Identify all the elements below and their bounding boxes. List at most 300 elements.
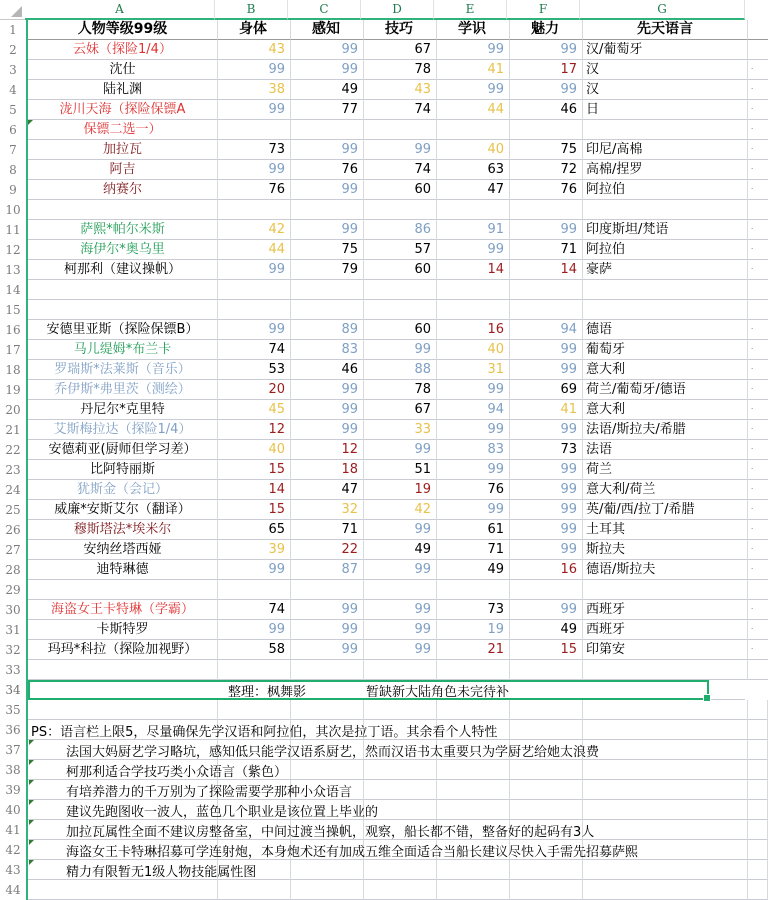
cell[interactable] (748, 720, 768, 740)
cell-h[interactable] (748, 300, 768, 320)
column-title-cell-e[interactable]: 学识 (437, 20, 510, 40)
cell-stat[interactable]: 73 (437, 600, 510, 620)
cell-h[interactable] (748, 580, 768, 600)
cell-name[interactable]: 玛玛*科拉（探险加视野） (28, 640, 218, 660)
cell-h[interactable]: · (748, 360, 768, 380)
cell-stat[interactable]: 99 (510, 420, 583, 440)
row-header-16[interactable]: 16 (0, 320, 28, 340)
cell-stat[interactable]: 74 (218, 600, 291, 620)
cell-language[interactable]: 汉 (583, 60, 748, 80)
cell[interactable] (748, 880, 768, 900)
cell-stat[interactable]: 21 (437, 640, 510, 660)
cell-stat[interactable] (437, 200, 510, 220)
cell-stat[interactable]: 99 (364, 340, 437, 360)
cell-language[interactable]: 斯拉夫 (583, 540, 748, 560)
row-header-40[interactable]: 40 (0, 800, 28, 820)
cell-stat[interactable]: 74 (364, 160, 437, 180)
cell-stat[interactable] (510, 660, 583, 680)
cell-language[interactable] (583, 580, 748, 600)
cell-stat[interactable]: 99 (364, 600, 437, 620)
cell-name[interactable]: 安纳丝塔西娅 (28, 540, 218, 560)
cell-stat[interactable] (291, 200, 364, 220)
cell-name[interactable]: 陆礼渊 (28, 80, 218, 100)
row-header-44[interactable]: 44 (0, 880, 28, 900)
note-row[interactable] (0, 840, 745, 860)
cell-h[interactable]: · (748, 640, 768, 660)
cell-stat[interactable]: 47 (437, 180, 510, 200)
cell-h[interactable]: · (748, 120, 768, 140)
cell-stat[interactable]: 91 (437, 220, 510, 240)
cell-language[interactable]: 汉 (583, 80, 748, 100)
cell-stat[interactable]: 60 (364, 180, 437, 200)
column-header-d[interactable] (361, 0, 434, 20)
cell-name[interactable]: 云妹（探险1/4） (28, 40, 218, 60)
row-header-25[interactable]: 25 (0, 500, 28, 520)
cell-stat[interactable]: 99 (291, 420, 364, 440)
note-text[interactable]: 柯那利适合学技巧类小众语言（紫色） (66, 764, 288, 780)
cell-language[interactable]: 印度斯坦/梵语 (583, 220, 748, 240)
cell-stat[interactable]: 99 (291, 380, 364, 400)
cell-stat[interactable]: 99 (218, 260, 291, 280)
cell-stat[interactable]: 88 (364, 360, 437, 380)
cell-stat[interactable]: 99 (364, 520, 437, 540)
cell-stat[interactable]: 16 (510, 560, 583, 580)
cell-stat[interactable] (291, 300, 364, 320)
merged-credit-cell[interactable] (28, 680, 709, 700)
table-row[interactable] (0, 120, 754, 140)
cell-stat[interactable] (437, 300, 510, 320)
table-row[interactable] (0, 340, 754, 360)
cell-stat[interactable]: 99 (510, 520, 583, 540)
cell-stat[interactable]: 99 (291, 180, 364, 200)
column-header-a[interactable] (25, 0, 215, 20)
cell-stat[interactable]: 71 (510, 240, 583, 260)
cell-h[interactable]: · (748, 260, 768, 280)
cell-h[interactable]: · (748, 420, 768, 440)
row-header-41[interactable]: 41 (0, 820, 28, 840)
cell[interactable] (510, 760, 583, 780)
cell[interactable] (583, 740, 748, 760)
row-header-34[interactable]: 34 (0, 680, 28, 700)
cell-language[interactable]: 英/葡/西/拉丁/希腊 (583, 500, 748, 520)
cell-stat[interactable]: 60 (364, 320, 437, 340)
row-header-20[interactable]: 20 (0, 400, 28, 420)
cell-stat[interactable]: 74 (364, 100, 437, 120)
cell-stat[interactable]: 99 (364, 620, 437, 640)
cell-language[interactable]: 德语/斯拉夫 (583, 560, 748, 580)
cell-stat[interactable]: 99 (218, 100, 291, 120)
cell-stat[interactable] (510, 580, 583, 600)
table-row[interactable] (0, 140, 754, 160)
row-header-7[interactable]: 7 (0, 140, 28, 160)
cell-stat[interactable] (291, 120, 364, 140)
row-header-31[interactable]: 31 (0, 620, 28, 640)
cell[interactable] (364, 860, 437, 880)
cell-stat[interactable]: 39 (218, 540, 291, 560)
column-header-b[interactable] (215, 0, 288, 20)
cell-name[interactable] (28, 660, 218, 680)
note-row[interactable] (0, 800, 745, 820)
cell[interactable] (510, 860, 583, 880)
cell-stat[interactable]: 31 (437, 360, 510, 380)
cell-stat[interactable] (510, 280, 583, 300)
cell-h[interactable]: · (748, 220, 768, 240)
cell-stat[interactable]: 15 (510, 640, 583, 660)
cell-stat[interactable]: 77 (291, 100, 364, 120)
cell-h[interactable]: · (748, 320, 768, 340)
cell-language[interactable]: 法语 (583, 440, 748, 460)
cell[interactable] (437, 800, 510, 820)
cell-language[interactable]: 印尼/高棉 (583, 140, 748, 160)
cell-stat[interactable]: 94 (510, 320, 583, 340)
cell-h[interactable] (748, 200, 768, 220)
row-header-22[interactable]: 22 (0, 440, 28, 460)
cell-h[interactable]: · (748, 600, 768, 620)
cell-h[interactable]: · (748, 440, 768, 460)
cell-stat[interactable] (364, 580, 437, 600)
table-row[interactable] (0, 580, 745, 600)
row-header-23[interactable]: 23 (0, 460, 28, 480)
cell-stat[interactable]: 71 (437, 540, 510, 560)
cell-stat[interactable]: 99 (218, 60, 291, 80)
row-header-17[interactable]: 17 (0, 340, 28, 360)
cell-h[interactable]: · (748, 140, 768, 160)
row-header-37[interactable]: 37 (0, 740, 28, 760)
cell-stat[interactable]: 22 (291, 540, 364, 560)
cell-stat[interactable]: 12 (291, 440, 364, 460)
cell-stat[interactable]: 12 (218, 420, 291, 440)
cell-stat[interactable]: 17 (510, 60, 583, 80)
table-row[interactable] (0, 220, 754, 240)
cell-language[interactable]: 法语/斯拉夫/希腊 (583, 420, 748, 440)
cell-stat[interactable]: 99 (510, 540, 583, 560)
row-header-15[interactable]: 15 (0, 300, 28, 320)
table-row[interactable] (0, 660, 745, 680)
cell-stat[interactable]: 40 (218, 440, 291, 460)
table-row[interactable] (0, 440, 754, 460)
table-row[interactable] (0, 320, 754, 340)
cell-stat[interactable]: 49 (364, 540, 437, 560)
cell-stat[interactable]: 67 (364, 400, 437, 420)
cell-stat[interactable]: 99 (437, 500, 510, 520)
column-header-e[interactable] (434, 0, 507, 20)
table-row[interactable] (0, 60, 754, 80)
cell-language[interactable]: 印第安 (583, 640, 748, 660)
cell-stat[interactable]: 58 (218, 640, 291, 660)
row-header-10[interactable]: 10 (0, 200, 28, 220)
row-header-14[interactable]: 14 (0, 280, 28, 300)
note-text[interactable]: 有培养潜力的千万别为了探险需要学那种小众语言 (66, 784, 353, 800)
cell[interactable] (218, 880, 291, 900)
table-row[interactable] (0, 600, 754, 620)
cell-stat[interactable]: 45 (218, 400, 291, 420)
row-header-33[interactable]: 33 (0, 660, 28, 680)
row-header-42[interactable]: 42 (0, 840, 28, 860)
cell-stat[interactable] (364, 120, 437, 140)
cell[interactable] (748, 820, 768, 840)
cell-stat[interactable]: 65 (218, 520, 291, 540)
cell-name[interactable]: 犹斯金（会记） (28, 480, 218, 500)
row-header-12[interactable]: 12 (0, 240, 28, 260)
row-header-27[interactable]: 27 (0, 540, 28, 560)
cell-h[interactable]: · (748, 460, 768, 480)
table-row[interactable] (0, 700, 745, 720)
cell-stat[interactable] (364, 660, 437, 680)
row-header-2[interactable]: 2 (0, 40, 28, 60)
cell-stat[interactable] (437, 280, 510, 300)
cell-language[interactable]: 阿拉伯 (583, 180, 748, 200)
cell-stat[interactable]: 19 (364, 480, 437, 500)
cell-stat[interactable] (218, 280, 291, 300)
row-header-30[interactable]: 30 (0, 600, 28, 620)
cell-stat[interactable] (510, 120, 583, 140)
note-text[interactable] (28, 880, 31, 900)
cell-stat[interactable]: 41 (510, 400, 583, 420)
cell-stat[interactable]: 99 (510, 360, 583, 380)
cell[interactable] (510, 720, 583, 740)
cell-stat[interactable]: 99 (291, 640, 364, 660)
cell-language[interactable]: 意大利/荷兰 (583, 480, 748, 500)
cell[interactable] (364, 760, 437, 780)
table-row[interactable] (0, 240, 754, 260)
cell-stat[interactable]: 40 (437, 140, 510, 160)
cell-name[interactable] (28, 200, 218, 220)
cell-name[interactable]: 萨熙*帕尔米斯 (28, 220, 218, 240)
cell-stat[interactable]: 99 (510, 340, 583, 360)
cell-name[interactable]: 柯那利（建议操帆） (28, 260, 218, 280)
cell-h[interactable]: · (748, 560, 768, 580)
cell-stat[interactable]: 44 (437, 100, 510, 120)
row-header-8[interactable]: 8 (0, 160, 28, 180)
cell-language[interactable]: 葡萄牙 (583, 340, 748, 360)
note-row[interactable] (0, 780, 745, 800)
cell[interactable] (510, 880, 583, 900)
table-row[interactable] (0, 180, 754, 200)
cell-stat[interactable]: 99 (218, 320, 291, 340)
cell-stat[interactable]: 60 (364, 260, 437, 280)
cell-stat[interactable]: 18 (291, 460, 364, 480)
grid-body[interactable] (0, 20, 754, 900)
table-row[interactable] (0, 40, 745, 60)
column-title-cell-c[interactable]: 感知 (291, 20, 364, 40)
table-row[interactable] (0, 560, 754, 580)
cell-language[interactable]: 阿拉伯 (583, 240, 748, 260)
cell-language[interactable]: 高棉/捏罗 (583, 160, 748, 180)
cell-name[interactable]: 穆斯塔法*埃米尔 (28, 520, 218, 540)
column-header-g[interactable] (580, 0, 745, 20)
row-header-3[interactable]: 3 (0, 60, 28, 80)
cell-stat[interactable]: 14 (218, 480, 291, 500)
cell-name[interactable]: 保镖二选一） (28, 120, 218, 140)
cell-stat[interactable]: 33 (364, 420, 437, 440)
cell-stat[interactable] (364, 200, 437, 220)
cell-stat[interactable]: 76 (510, 180, 583, 200)
cell-stat[interactable]: 99 (510, 600, 583, 620)
column-title-cell-a[interactable]: 人物等级99级 (28, 20, 218, 40)
selected-note-row[interactable] (0, 680, 745, 700)
cell-stat[interactable]: 15 (218, 460, 291, 480)
cell-stat[interactable]: 49 (291, 80, 364, 100)
cell[interactable] (291, 860, 364, 880)
cell-stat[interactable]: 47 (291, 480, 364, 500)
table-row[interactable] (0, 620, 754, 640)
table-row[interactable] (0, 520, 754, 540)
cell-name[interactable]: 沈仕 (28, 60, 218, 80)
table-row[interactable] (0, 20, 745, 40)
cell-stat[interactable]: 67 (364, 40, 437, 60)
cell-language[interactable] (583, 300, 748, 320)
cell-stat[interactable]: 99 (291, 220, 364, 240)
cell-stat[interactable]: 99 (218, 620, 291, 640)
cell-name[interactable] (28, 280, 218, 300)
cell-stat[interactable] (510, 300, 583, 320)
cell-stat[interactable]: 49 (437, 560, 510, 580)
cell-stat[interactable]: 19 (437, 620, 510, 640)
cell[interactable] (510, 800, 583, 820)
table-row[interactable] (0, 400, 754, 420)
table-row[interactable] (0, 260, 754, 280)
table-row[interactable] (0, 80, 754, 100)
cell-stat[interactable] (218, 300, 291, 320)
cell-h[interactable]: · (748, 240, 768, 260)
cell-stat[interactable]: 57 (364, 240, 437, 260)
cell-h[interactable]: · (748, 520, 768, 540)
note-text[interactable]: 加拉瓦属性全面不建议房整备室，中间过渡当操帆，观察，船长都不错，整备好的起码有3人 (66, 824, 595, 840)
column-header-c[interactable] (288, 0, 361, 20)
cell-stat[interactable]: 99 (291, 40, 364, 60)
cell-stat[interactable] (437, 660, 510, 680)
cell[interactable] (583, 800, 748, 820)
cell-name[interactable]: 海盗女王卡特琳（学霸） (28, 600, 218, 620)
cell[interactable] (28, 880, 218, 900)
cell-stat[interactable]: 42 (218, 220, 291, 240)
note-text[interactable]: PS：语言栏上限5，尽量确保先学汉语和阿拉伯，其次是拉丁语。其余看个人特性 (31, 724, 498, 740)
cell-name[interactable]: 比阿特丽斯 (28, 460, 218, 480)
cell-stat[interactable]: 99 (218, 560, 291, 580)
row-header-9[interactable]: 9 (0, 180, 28, 200)
cell-stat[interactable]: 61 (437, 520, 510, 540)
cell-h[interactable]: · (748, 540, 768, 560)
cell-language[interactable]: 荷兰/葡萄牙/德语 (583, 380, 748, 400)
cell[interactable] (748, 860, 768, 880)
cell[interactable] (437, 880, 510, 900)
row-header-36[interactable]: 36 (0, 720, 28, 740)
row-header-35[interactable]: 35 (0, 700, 28, 720)
cell[interactable] (748, 760, 768, 780)
cell[interactable] (583, 720, 748, 740)
cell-name[interactable]: 罗瑞斯*法莱斯（音乐） (28, 360, 218, 380)
cell-name[interactable]: 泷川天海（探险保镖A (28, 100, 218, 120)
cell-stat[interactable] (218, 120, 291, 140)
table-row[interactable] (0, 380, 754, 400)
cell[interactable] (437, 700, 510, 720)
cell-stat[interactable] (218, 580, 291, 600)
cell-name[interactable]: 加拉瓦 (28, 140, 218, 160)
cell-language[interactable]: 德语 (583, 320, 748, 340)
cell-stat[interactable]: 99 (437, 80, 510, 100)
cell-stat[interactable]: 79 (291, 260, 364, 280)
cell-stat[interactable]: 99 (437, 240, 510, 260)
row-header-21[interactable]: 21 (0, 420, 28, 440)
cell-name[interactable]: 纳赛尔 (28, 180, 218, 200)
cell-name[interactable]: 安德里亚斯（探险保镖B） (28, 320, 218, 340)
cell-stat[interactable]: 94 (437, 400, 510, 420)
cell-stat[interactable]: 99 (510, 480, 583, 500)
cell-h[interactable]: · (748, 100, 768, 120)
cell-h[interactable]: · (748, 620, 768, 640)
cell-stat[interactable]: 49 (510, 620, 583, 640)
table-row[interactable] (0, 640, 754, 660)
cell[interactable] (583, 700, 748, 720)
table-row[interactable] (0, 100, 754, 120)
column-title-cell-g[interactable]: 先天语言 (583, 20, 748, 40)
cell-stat[interactable]: 42 (364, 500, 437, 520)
cell-stat[interactable]: 51 (364, 460, 437, 480)
cell-language[interactable]: 汉/葡萄牙 (583, 40, 748, 60)
cell-stat[interactable] (291, 660, 364, 680)
cell-stat[interactable]: 72 (510, 160, 583, 180)
cell[interactable] (437, 860, 510, 880)
cell-h[interactable] (748, 20, 768, 40)
cell-stat[interactable]: 43 (218, 40, 291, 60)
cell[interactable] (291, 760, 364, 780)
cell-stat[interactable]: 46 (291, 360, 364, 380)
cell[interactable] (364, 700, 437, 720)
cell-stat[interactable]: 63 (437, 160, 510, 180)
cell-stat[interactable]: 99 (364, 560, 437, 580)
row-header-39[interactable]: 39 (0, 780, 28, 800)
cell-stat[interactable]: 41 (437, 60, 510, 80)
table-row[interactable] (0, 300, 745, 320)
cell[interactable] (437, 760, 510, 780)
table-row[interactable] (0, 500, 754, 520)
column-title-cell-f[interactable]: 魅力 (510, 20, 583, 40)
cell-stat[interactable]: 99 (364, 640, 437, 660)
cell-language[interactable]: 荷兰 (583, 460, 748, 480)
column-title-cell-d[interactable]: 技巧 (364, 20, 437, 40)
cell-h[interactable]: · (748, 380, 768, 400)
cell-stat[interactable]: 69 (510, 380, 583, 400)
note-row[interactable] (0, 740, 745, 760)
cell-stat[interactable]: 83 (291, 340, 364, 360)
cell-language[interactable]: 西班牙 (583, 600, 748, 620)
cell-stat[interactable]: 20 (218, 380, 291, 400)
cell-stat[interactable]: 43 (364, 80, 437, 100)
table-row[interactable] (0, 480, 754, 500)
cell-h[interactable]: · (748, 400, 768, 420)
note-row[interactable] (0, 820, 745, 840)
cell-stat[interactable]: 99 (437, 40, 510, 60)
cell-stat[interactable]: 46 (510, 100, 583, 120)
cell-stat[interactable]: 87 (291, 560, 364, 580)
table-row[interactable] (0, 540, 754, 560)
cell-language[interactable] (583, 120, 748, 140)
cell[interactable] (291, 880, 364, 900)
cell-stat[interactable]: 73 (218, 140, 291, 160)
cell-stat[interactable]: 99 (291, 140, 364, 160)
cell-stat[interactable]: 76 (291, 160, 364, 180)
row-header-19[interactable]: 19 (0, 380, 28, 400)
column-title-cell-b[interactable]: 身体 (218, 20, 291, 40)
cell-stat[interactable] (510, 200, 583, 220)
cell[interactable] (291, 700, 364, 720)
cell-stat[interactable] (364, 280, 437, 300)
cell-h[interactable] (709, 680, 745, 700)
cell[interactable] (583, 880, 748, 900)
cell-name[interactable] (28, 300, 218, 320)
table-row[interactable] (0, 160, 754, 180)
cell-stat[interactable]: 53 (218, 360, 291, 380)
